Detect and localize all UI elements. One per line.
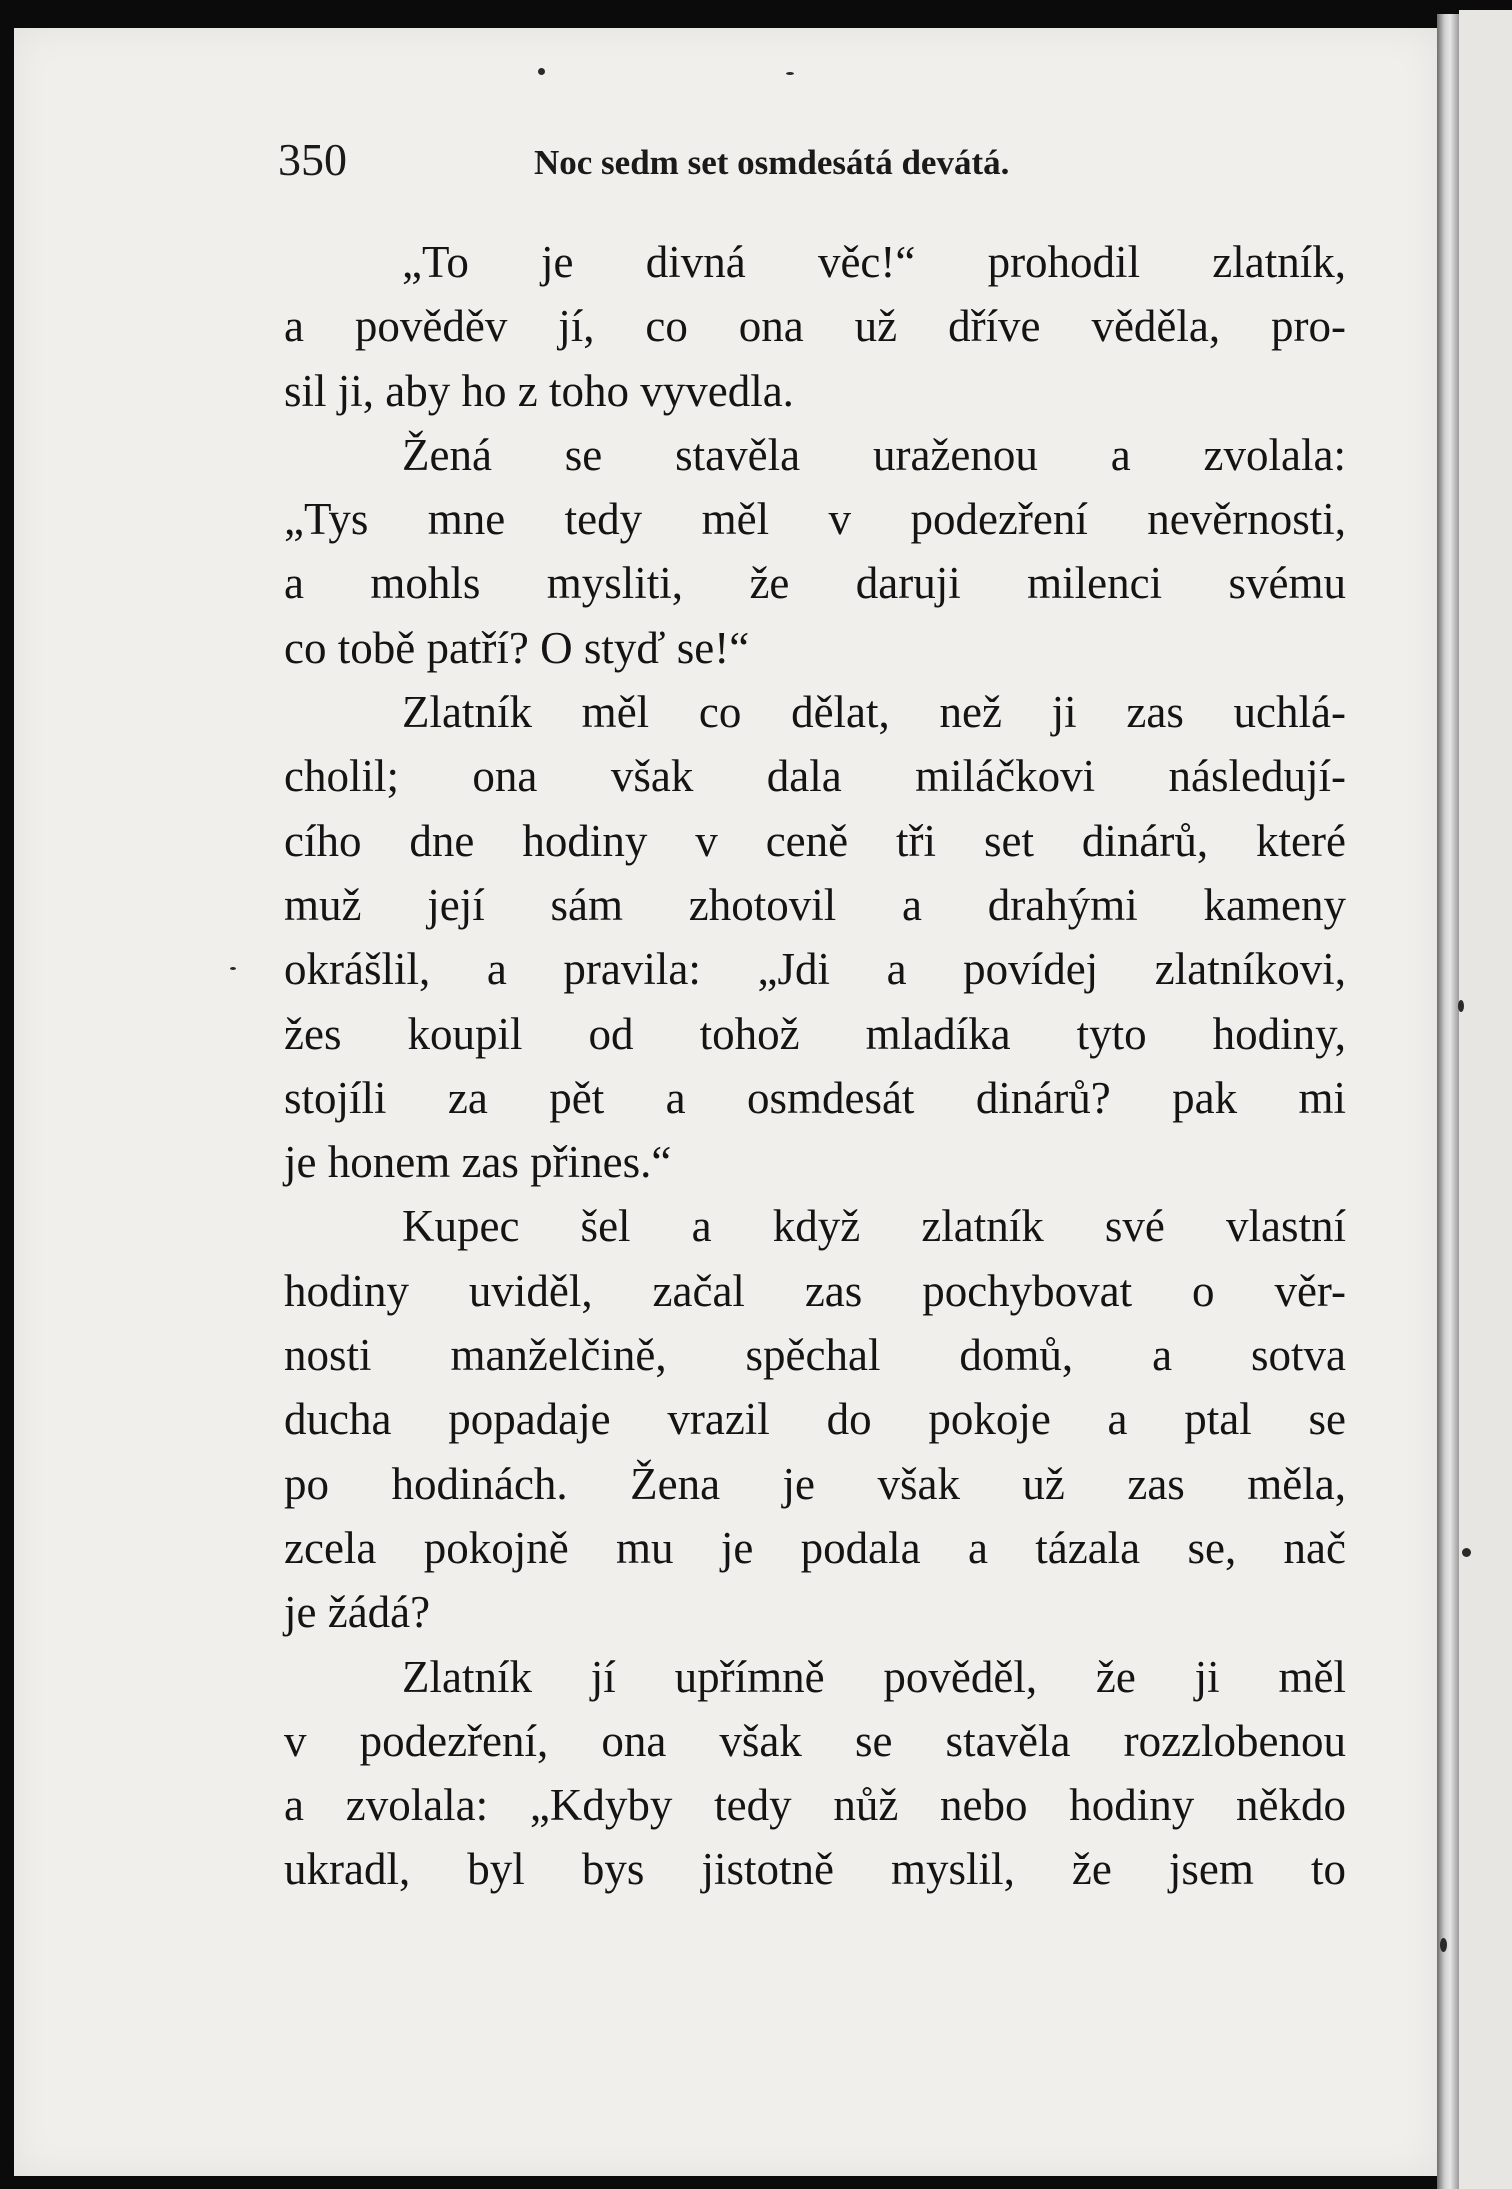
text-line: je honem zas přines.“ — [284, 1137, 672, 1188]
text-line: ducha popadaje vrazil do pokoje a ptal se — [284, 1394, 1346, 1445]
text-line: žes koupil od tohož mladíka tyto hodiny, — [284, 1008, 1346, 1059]
text-line: nosti manželčině, spěchal domů, a sotva — [284, 1330, 1346, 1381]
page-edge-shadow — [1437, 14, 1459, 2189]
print-speck — [538, 68, 545, 75]
text-line: co tobě patří? O styď se!“ — [284, 622, 750, 673]
print-speck — [1462, 1548, 1471, 1557]
page-number: 350 — [278, 134, 347, 185]
adjacent-page-strip — [1459, 10, 1512, 2189]
text-line: sil ji, aby ho z toho vyvedla. — [284, 365, 794, 416]
text-line: zcela pokojně mu je podala a tázala se, nač — [284, 1522, 1346, 1573]
print-speck — [230, 967, 236, 970]
text-line: „To je divná věc!“ prohodil zlatník, — [402, 237, 1346, 287]
text-line: Zlatník měl co dělat, než ji zas uchlá- — [402, 687, 1346, 738]
text-line: cího dne hodiny v ceně tři set dinárů, které — [284, 815, 1346, 866]
text-line: ukradl, byl bys jistotně myslil, že jsem to — [284, 1844, 1346, 1895]
print-speck — [786, 72, 794, 75]
print-speck — [1458, 1000, 1464, 1012]
text-line: hodiny uviděl, začal zas pochybovat o věr- — [284, 1265, 1346, 1316]
text-line: muž její sám zhotovil a drahými kameny — [284, 879, 1346, 930]
text-line: cholil; ona však dala miláčkovi následují- — [284, 751, 1346, 802]
text-line: Kupec šel a když zlatník své vlastní — [402, 1201, 1346, 1252]
body-text — [284, 230, 1346, 1902]
text-line: po hodinách. Žena je však už zas měla, — [284, 1458, 1346, 1509]
running-head — [278, 130, 1178, 190]
text-line: okrášlil, a pravila: „Jdi a povídej zlatníkovi, — [284, 944, 1346, 995]
text-line: Zlatník jí upřímně pověděl, že ji měl — [402, 1651, 1346, 1702]
text-line: je žádá? — [284, 1587, 431, 1638]
text-line: v podezření, ona však se stavěla rozzlobenou — [284, 1715, 1346, 1766]
print-speck — [1440, 1938, 1447, 1952]
text-line: Žená se stavěla uraženou a zvolala: — [402, 429, 1346, 480]
text-line: „Tys mne tedy měl v podezření nevěrnosti, — [284, 494, 1346, 545]
text-line: a pověděv jí, co ona už dříve věděla, pro- — [284, 301, 1346, 352]
text-line: stojíli za pět a osmdesát dinárů? pak mi — [284, 1072, 1346, 1123]
running-title: Noc sedm set osmdesátá devátá. — [534, 143, 1010, 182]
text-line: a mohls mysliti, že daruji milenci svému — [284, 558, 1346, 609]
text-line: a zvolala: „Kdyby tedy nůž nebo hodiny někdo — [284, 1780, 1346, 1831]
